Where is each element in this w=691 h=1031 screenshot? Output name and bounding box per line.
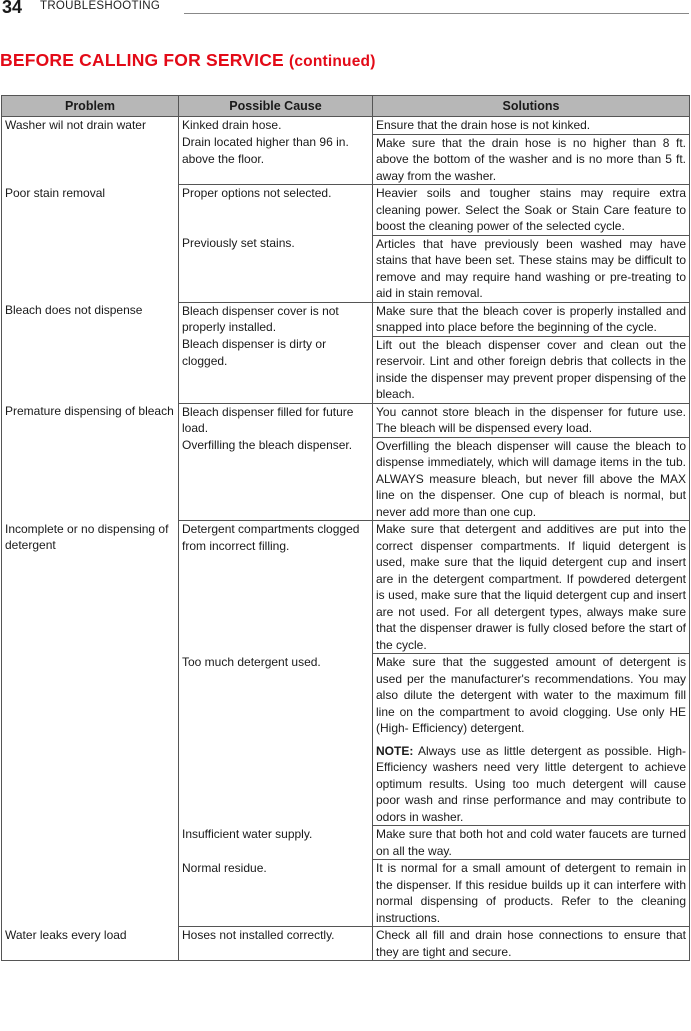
column-header-cause: Possible Cause <box>179 96 373 117</box>
solution-cell: Overfilling the bleach dispenser will cause the bleach to dispense immediately, which will damage items in the tub. ALWAYS measure bleach, but never fill above the MAX line on the dispenser. One cup of bleach is normal, but never add more than one cup. <box>373 437 690 521</box>
solution-cell <box>373 654 690 826</box>
table-row <box>2 403 690 437</box>
solution-cell: Make sure that the bleach cover is properly installed and snapped into place before the beginning of the cycle. <box>373 302 690 336</box>
cause-cell: Bleach dispenser filled for future load. <box>179 403 373 437</box>
solution-cell: Check all fill and drain hose connections to ensure that they are tight and secure. <box>373 927 690 961</box>
troubleshooting-table <box>1 95 690 961</box>
cause-cell: Kinked drain hose. <box>179 117 373 135</box>
cause-cell: Overfilling the bleach dispenser. <box>179 437 373 521</box>
table-header-row <box>2 96 690 117</box>
table-row <box>2 302 690 336</box>
page-title-main: BEFORE CALLING FOR SERVICE <box>0 50 284 70</box>
cause-cell: Bleach dispenser cover is not properly installed. <box>179 302 373 336</box>
cause-cell: Proper options not selected. <box>179 185 373 236</box>
note-label: NOTE: <box>376 743 414 758</box>
cause-cell: Too much detergent used. <box>179 654 373 826</box>
solution-cell: Make sure that both hot and cold water faucets are turned on all the way. <box>373 826 690 860</box>
problem-cell: Poor stain removal <box>2 185 179 303</box>
solution-cell: You cannot store bleach in the dispenser for future use. The bleach will be dispensed every load. <box>373 403 690 437</box>
note-paragraph <box>376 737 686 826</box>
column-header-solutions: Solutions <box>373 96 690 117</box>
problem-cell: Incomplete or no dispensing of detergent <box>2 521 179 927</box>
note-text: Always use as little detergent as possible. High-Efficiency washers need very little detergent to achieve optimum results. Using too much detergent will cause poor wash and rinse performance and may contribute to odors in washer. <box>376 743 686 824</box>
table-row <box>2 521 690 654</box>
problem-cell: Premature dispensing of bleach <box>2 403 179 521</box>
table-row <box>2 117 690 135</box>
page-number: 34 <box>2 0 23 17</box>
section-name: TROUBLESHOOTING <box>40 0 161 12</box>
problem-cell: Water leaks every load <box>2 927 179 961</box>
header-rule <box>184 13 689 14</box>
solution-cell: Ensure that the drain hose is not kinked. <box>373 117 690 135</box>
solution-cell: Lift out the bleach dispenser cover and clean out the reservoir. Lint and other foreign debris that collects in the inside the dispenser may prevent proper dispensing of the bleach. <box>373 336 690 403</box>
table-row <box>2 185 690 236</box>
solution-cell: Articles that have previously been washed may have stains that have been set. These stains may be difficult to remove and may require hand washing or pre-treating to aid in stain removal. <box>373 235 690 302</box>
cause-cell: Normal residue. <box>179 860 373 927</box>
solution-text: Make sure that the suggested amount of detergent is used per the manufacturer's recommendations. You may also dilute the detergent with water to the maximum fill line on the compartment to avoid clogging. Use only HE (High- Efficiency) detergent. <box>376 655 686 735</box>
solution-cell: Make sure that the drain hose is no higher than 8 ft. above the bottom of the washer and is no more than 5 ft. away from the washer. <box>373 134 690 185</box>
cause-cell: Drain located higher than 96 in. above the floor. <box>179 134 373 185</box>
page-header <box>0 0 691 18</box>
solution-cell: Heavier soils and tougher stains may require extra cleaning power. Select the Soak or Stain Care feature to boost the cleaning power of the selected cycle. <box>373 185 690 236</box>
solution-cell: It is normal for a small amount of detergent to remain in the dispenser. If this residue builds up it can interfere with normal dispensing of products. Refer to the cleaning instructions. <box>373 860 690 927</box>
page-title-suffix: (continued) <box>289 53 376 70</box>
cause-cell: Insufficient water supply. <box>179 826 373 860</box>
problem-cell: Bleach does not dispense <box>2 302 179 403</box>
problem-cell: Washer wil not drain water <box>2 117 179 185</box>
cause-cell: Bleach dispenser is dirty or clogged. <box>179 336 373 403</box>
solution-cell: Make sure that detergent and additives are put into the correct dispenser compartments. If liquid detergent is used, make sure that the liquid detergent cup and insert are in the detergent compartment. If powdered detergent is used, make sure that the liquid detergent cup and insert are not used. For all detergent types, always make sure that the dispenser drawer is fully closed before the start of the cycle. <box>373 521 690 654</box>
cause-cell: Hoses not installed correctly. <box>179 927 373 961</box>
page-title <box>0 50 376 71</box>
cause-cell: Previously set stains. <box>179 235 373 302</box>
column-header-problem: Problem <box>2 96 179 117</box>
table-row <box>2 927 690 961</box>
cause-cell: Detergent compartments clogged from incorrect filling. <box>179 521 373 654</box>
